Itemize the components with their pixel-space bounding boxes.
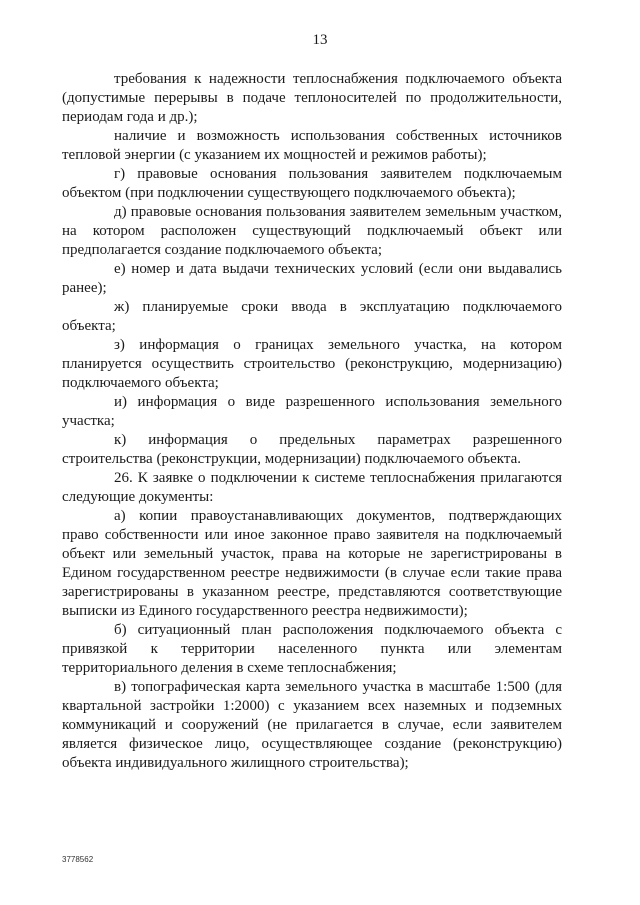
paragraph-reliability-requirements: требования к надежности теплоснабжения подключаемого объекта (допустимые перерывы в подаче теплоносителей по продолжительности, периодам года и др.); <box>62 71 562 125</box>
paragraph-own-heat-sources: наличие и возможность использования собственных источников тепловой энергии (с указанием их мощностей и режимов работы); <box>62 128 562 163</box>
paragraph-item-a: а) копии правоустанавливающих документов, подтверждающих право собственности или иное законное право заявителя на подключаемый объект или земельный участок, права на которые не зарегистрированы в Едином государственном реестре недвижимости (в случае если такие права зарегистрированы в указанном реестре, представляются соответствующие выписки из Единого государственного реестра недвижимости); <box>62 508 562 619</box>
paragraph-item-e: е) номер и дата выдачи технических условий (если они выдавались ранее); <box>62 261 562 296</box>
paragraph-section-26: 26. К заявке о подключении к системе теплоснабжения прилагаются следующие документы: <box>62 470 562 505</box>
paragraph-item-z: з) информация о границах земельного участка, на котором планируется осуществить строительство (реконструкцию, модернизацию) подключаемого объекта; <box>62 337 562 391</box>
document-code: 3778562 <box>62 855 94 864</box>
paragraph-item-k: к) информация о предельных параметрах разрешенного строительства (реконструкции, модернизации) подключаемого объекта. <box>62 432 562 467</box>
paragraph-item-i: и) информация о виде разрешенного использования земельного участка; <box>62 394 562 429</box>
document-body <box>62 70 562 773</box>
paragraph-item-g: г) правовые основания пользования заявителем подключаемым объектом (при подключении существующего подключаемого объекта); <box>62 166 562 201</box>
paragraph-item-d: д) правовые основания пользования заявителем земельным участком, на котором расположен существующий подключаемый объект или предполагается создание подключаемого объекта; <box>62 204 562 258</box>
paragraph-item-zh: ж) планируемые сроки ввода в эксплуатацию подключаемого объекта; <box>62 299 562 334</box>
paragraph-item-b: б) ситуационный план расположения подключаемого объекта с привязкой к территории населенного пункта или элементам территориального деления в схеме теплоснабжения; <box>62 622 562 676</box>
page-number: 13 <box>312 32 328 48</box>
paragraph-item-v: в) топографическая карта земельного участка в масштабе 1:500 (для квартальной застройки 1:2000) с указанием всех наземных и подземных коммуникаций и сооружений (не прилагается в случае, если заявителем является физическое лицо, осуществляющее создание (реконструкцию) объекта индивидуального жилищного строительства); <box>62 679 562 771</box>
